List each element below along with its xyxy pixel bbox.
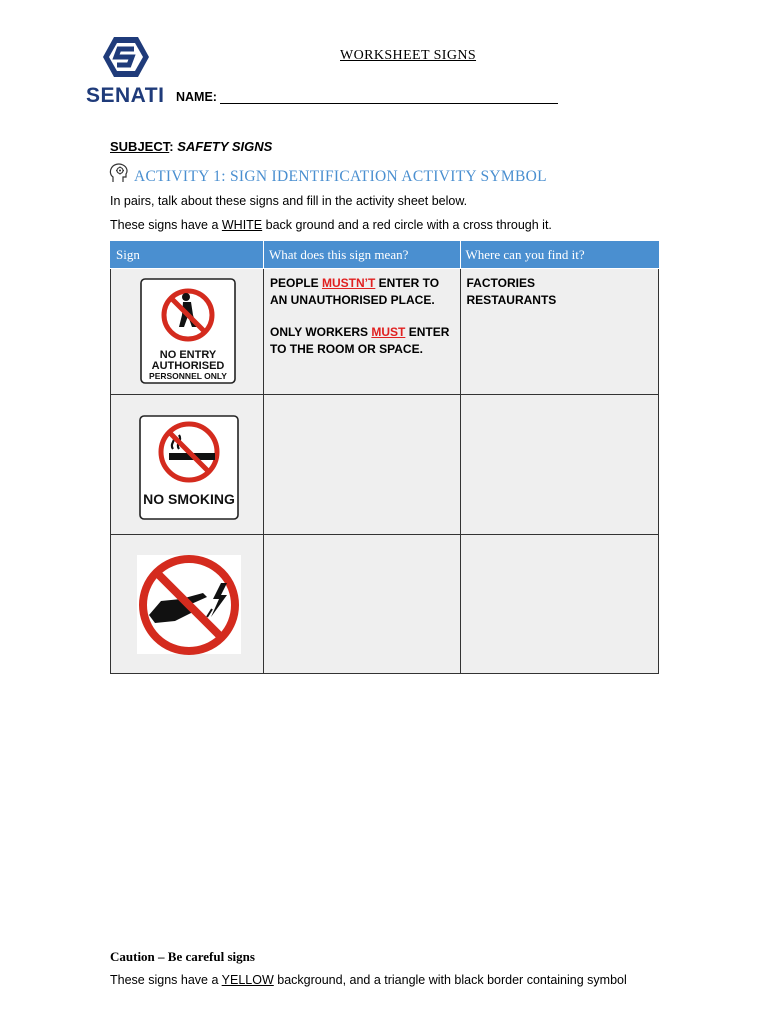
caution-heading: Caution – Be careful signs [110, 949, 255, 964]
no-touch-electricity-sign-icon [111, 535, 263, 668]
table-row [111, 395, 659, 535]
head-gear-icon [108, 162, 132, 184]
senati-logo-icon [102, 36, 150, 78]
table-row [111, 535, 659, 674]
signs-table [110, 241, 659, 674]
no-smoking-sign-icon [111, 395, 263, 529]
meaning-cell[interactable] [264, 395, 461, 535]
header-meaning: What does this sign mean? [264, 242, 461, 269]
name-field[interactable] [220, 103, 558, 104]
authorised-text: AUTHORISED [151, 360, 225, 372]
subject-value: SAFETY SIGNS [177, 139, 273, 154]
where-cell[interactable] [460, 535, 658, 674]
no-smoking-text: NO SMOKING [143, 491, 235, 507]
header-where: Where can you find it? [460, 242, 658, 269]
meaning-cell[interactable] [264, 269, 461, 395]
subject-label: SUBJECT [110, 139, 170, 154]
header-sign: Sign [111, 242, 264, 269]
where-item: FACTORIES [466, 276, 535, 290]
where-cell[interactable] [460, 269, 658, 395]
subject-line: SUBJECT: SAFETY SIGNS [110, 139, 273, 154]
white-highlight: WHITE [221, 218, 263, 232]
sign-cell [111, 395, 264, 535]
meaning-cell[interactable] [264, 535, 461, 674]
page-title: WORKSHEET SIGNS [340, 48, 477, 63]
meaning-paragraph-2: ONLY WORKERS MUST ENTER TO THE ROOM OR SPACE. [270, 325, 450, 356]
activity-title: ACTIVITY 1: SIGN IDENTIFICATION ACTIVITY SYMBOL [134, 168, 547, 185]
personnel-text: PERSONNEL ONLY [149, 371, 227, 381]
table-header-row [111, 242, 659, 269]
caution-text: These signs have a YELLOW background, and a triangle with black border containing symbol [110, 973, 627, 987]
activity-note: These signs have a WHITE back ground and a red circle with a cross through it. [110, 218, 552, 232]
logo-text: SENATI [86, 84, 165, 107]
yellow-highlight: YELLOW [221, 973, 274, 987]
where-cell[interactable] [460, 395, 658, 535]
no-entry-text: NO ENTRY [159, 349, 217, 361]
name-label: NAME: [176, 90, 217, 104]
activity-instruction: In pairs, talk about these signs and fill in the activity sheet below. [110, 194, 468, 208]
where-item: RESTAURANTS [466, 292, 557, 307]
table-row [111, 269, 659, 395]
sign-cell [111, 535, 264, 674]
sign-cell [111, 269, 264, 395]
meaning-paragraph-1: PEOPLE MUSTN’T ENTER TO AN UNAUTHORISED PLACE. [270, 276, 440, 307]
no-entry-sign-icon [111, 269, 263, 389]
